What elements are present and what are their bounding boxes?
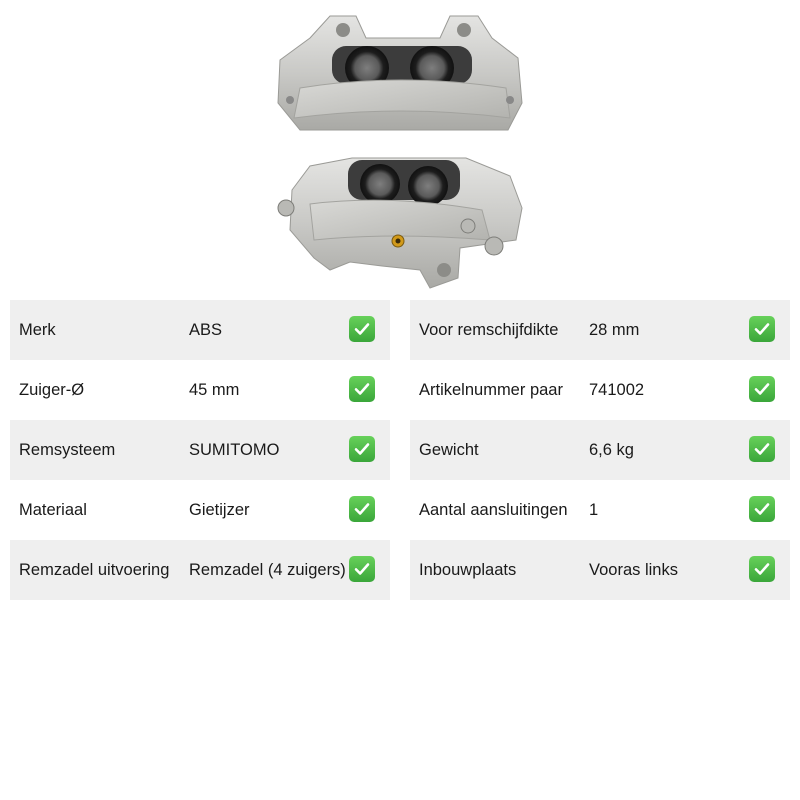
spec-row xyxy=(10,540,390,600)
check-mark-icon xyxy=(749,556,775,582)
spec-value: SUMITOMO xyxy=(189,440,280,459)
brake-caliper-illustration xyxy=(270,8,530,292)
spec-column-right xyxy=(410,300,790,600)
spec-value: 741002 xyxy=(589,380,645,399)
spec-label: Zuiger-Ø xyxy=(19,380,85,399)
spec-value: ABS xyxy=(189,320,223,339)
spec-value: 1 xyxy=(589,500,599,519)
spec-value: Gietijzer xyxy=(189,500,250,519)
spec-row xyxy=(10,360,390,420)
spec-row xyxy=(410,480,790,540)
check-mark-icon xyxy=(749,436,775,462)
product-image xyxy=(270,8,530,292)
spec-label: Gewicht xyxy=(419,440,479,459)
spec-label: Aantal aansluitingen xyxy=(419,500,568,519)
spec-label: Merk xyxy=(19,320,56,339)
spec-row xyxy=(10,480,390,540)
spec-value: 28 mm xyxy=(589,320,640,339)
check-mark-icon xyxy=(349,316,375,342)
spec-row xyxy=(10,300,390,360)
caliper-bottom xyxy=(278,158,522,288)
check-mark-icon xyxy=(749,496,775,522)
check-mark-icon xyxy=(749,376,775,402)
spec-value: 6,6 kg xyxy=(589,440,634,459)
spec-label: Inbouwplaats xyxy=(419,560,517,579)
spec-row xyxy=(410,300,790,360)
spec-label: Voor remschijfdikte xyxy=(419,320,559,339)
check-mark-icon xyxy=(749,316,775,342)
spec-row xyxy=(410,540,790,600)
check-mark-icon xyxy=(349,376,375,402)
spec-column-left xyxy=(10,300,390,600)
spec-label: Remzadel uitvoering xyxy=(19,560,170,579)
spec-value: Vooras links xyxy=(589,560,678,579)
check-mark-icon xyxy=(349,436,375,462)
check-mark-icon xyxy=(349,556,375,582)
spec-row xyxy=(410,360,790,420)
spec-row xyxy=(10,420,390,480)
spec-value: Remzadel (4 zuigers) xyxy=(189,560,346,579)
specifications-table xyxy=(10,300,790,600)
spec-label: Materiaal xyxy=(19,500,87,519)
spec-value: 45 mm xyxy=(189,380,240,399)
spec-row xyxy=(410,420,790,480)
check-mark-icon xyxy=(349,496,375,522)
caliper-top xyxy=(278,16,522,130)
spec-label: Remsysteem xyxy=(19,440,116,459)
spec-label: Artikelnummer paar xyxy=(419,380,563,399)
